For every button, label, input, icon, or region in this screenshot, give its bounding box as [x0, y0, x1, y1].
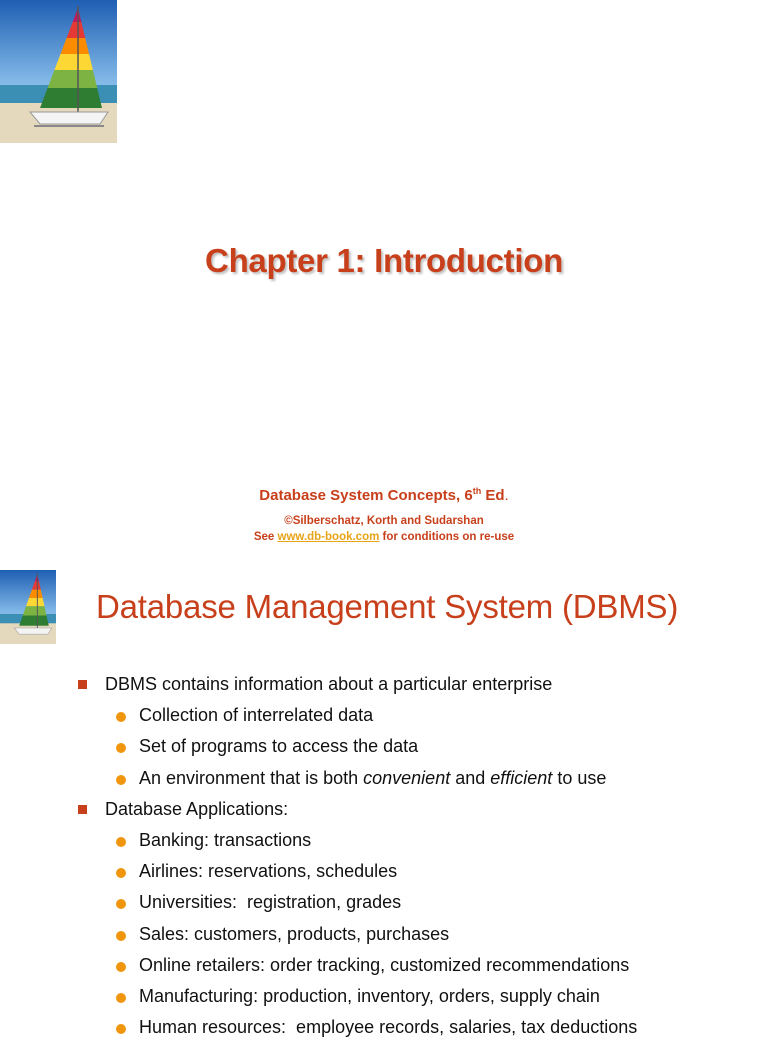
list-item-text: Universities: registration, grades [139, 892, 402, 913]
round-bullet-icon [116, 899, 126, 909]
round-bullet-icon [116, 775, 126, 785]
round-bullet-icon [116, 962, 126, 972]
sailboat-icon [0, 0, 117, 143]
list-item-text: Sales: customers, products, purchases [139, 923, 450, 944]
sailboat-icon [0, 570, 56, 644]
copyright-line: ©Silberschatz, Korth and Sudarshan [284, 515, 484, 527]
round-bullet-icon [116, 868, 126, 878]
list-item [0, 889, 768, 920]
book-title [0, 486, 768, 504]
list-item [0, 671, 768, 702]
list-item [0, 765, 768, 796]
round-bullet-icon [116, 931, 126, 941]
round-bullet-icon [116, 712, 126, 722]
round-bullet-icon [116, 743, 126, 753]
slide-title: Database Management System (DBMS) [96, 588, 679, 625]
list-item-text: Database Applications: [105, 798, 289, 819]
list-item [0, 796, 768, 827]
list-item [0, 952, 768, 983]
list-item [0, 733, 768, 764]
db-book-link[interactable]: www.db-book.com [277, 531, 380, 543]
dbms-slide [0, 570, 768, 1038]
list-item [0, 983, 768, 1014]
text-part: and [450, 767, 491, 788]
text-part: to use [552, 767, 607, 788]
book-title-text: Database System Concepts, 6 [259, 487, 473, 504]
round-bullet-icon [116, 993, 126, 1003]
copyright-block [0, 513, 768, 545]
see-suffix: for conditions on re-use [379, 531, 515, 543]
edition-superscript: th [472, 486, 482, 496]
bullet-list [0, 671, 768, 1045]
list-item-text: Online retailers: order tracking, customized recommendations [139, 954, 630, 975]
list-item-text [139, 768, 606, 789]
square-bullet-icon [78, 805, 87, 814]
list-item-text: DBMS contains information about a particular enterprise [105, 674, 553, 694]
list-item-text: Manufacturing: production, inventory, orders, supply chain [139, 985, 600, 1006]
list-item-text: Airlines: reservations, schedules [139, 861, 398, 882]
list-item [0, 921, 768, 952]
list-item [0, 858, 768, 889]
list-item-text: Collection of interrelated data [139, 705, 374, 726]
list-item [0, 1014, 768, 1045]
list-item [0, 827, 768, 858]
square-bullet-icon [78, 680, 87, 689]
chapter-title: Chapter 1: Introduction [205, 242, 563, 279]
edition-suffix: Ed [481, 487, 505, 504]
list-item-text: Banking: transactions [139, 829, 312, 850]
reuse-line [0, 529, 768, 545]
emphasis-convenient: convenient [363, 767, 451, 788]
see-prefix: See [253, 531, 278, 543]
text-part: An environment that is both [139, 767, 364, 788]
emphasis-efficient: efficient [490, 767, 553, 788]
round-bullet-icon [116, 837, 126, 847]
list-item [0, 702, 768, 733]
list-item-text: Human resources: employee records, salaries, tax deductions [139, 1017, 638, 1038]
round-bullet-icon [116, 1024, 126, 1034]
book-period: . [504, 487, 509, 504]
list-item-text: Set of programs to access the data [139, 736, 419, 757]
